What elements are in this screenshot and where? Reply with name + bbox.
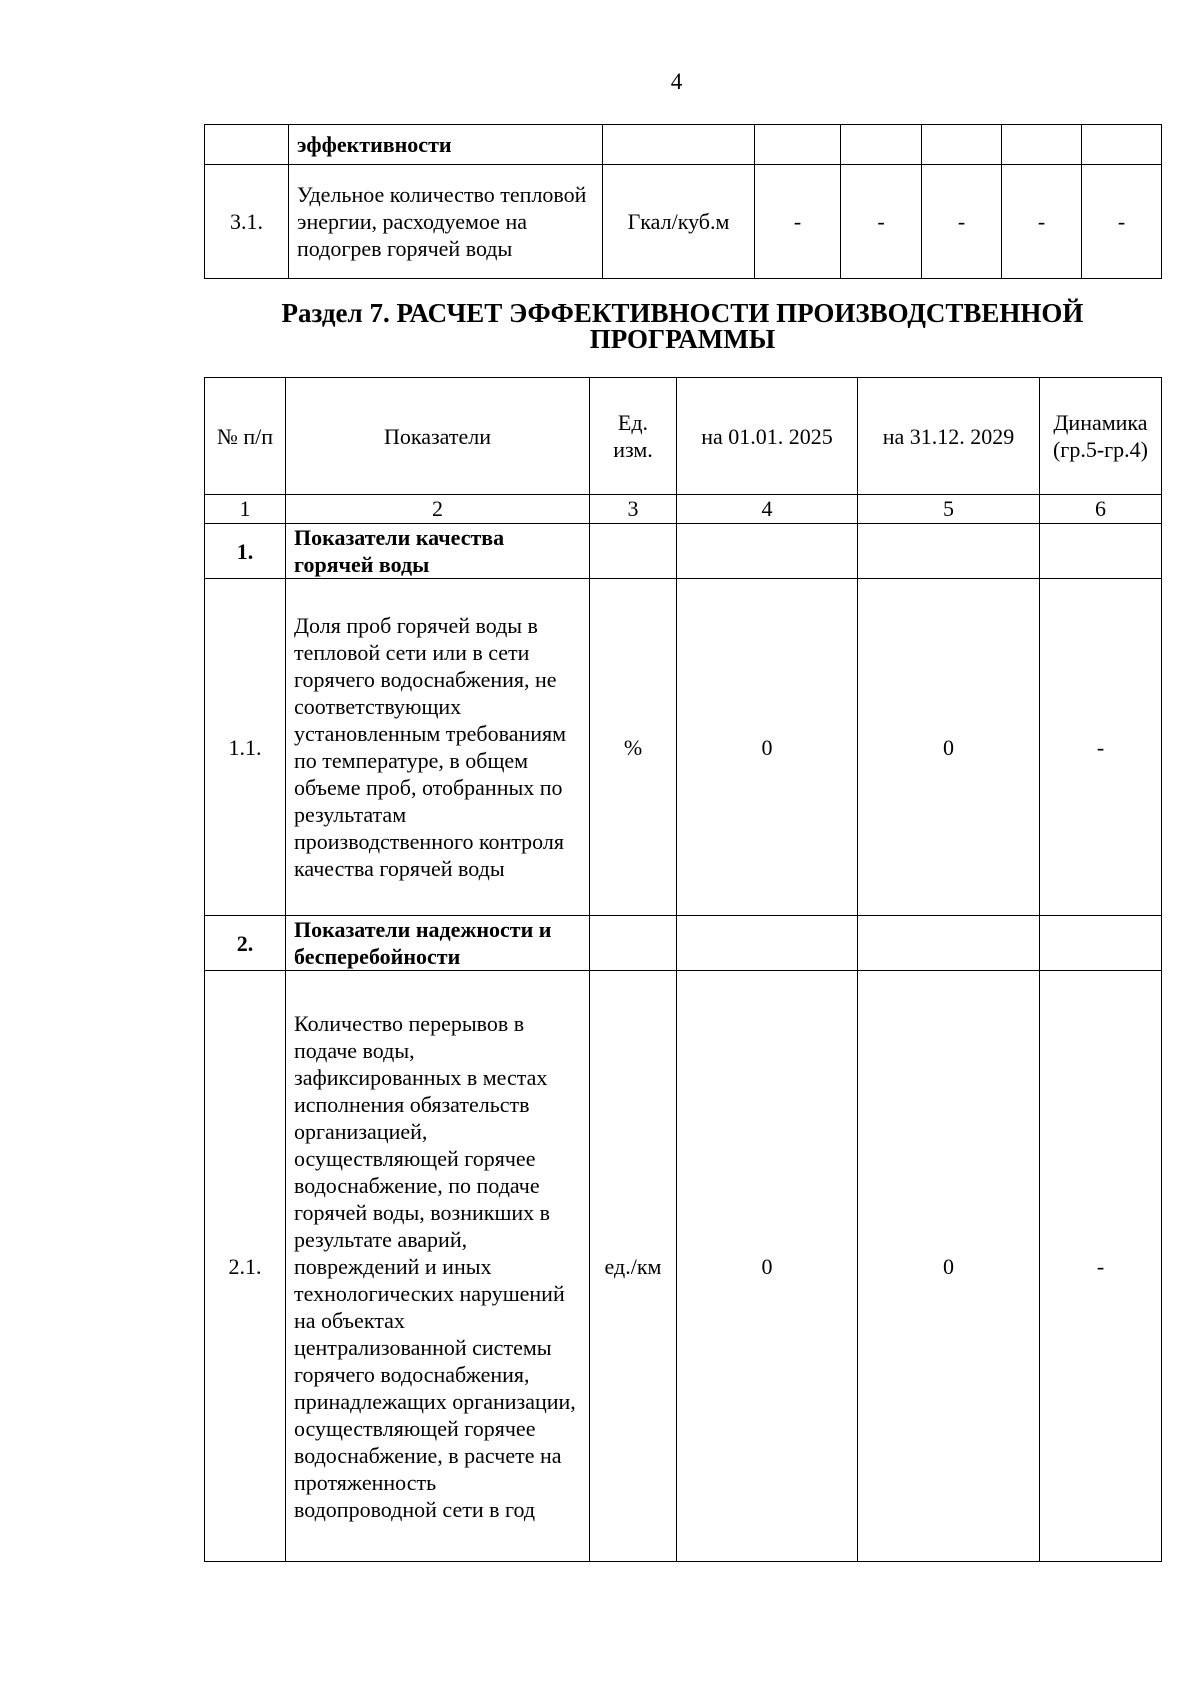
header-start: на 01.01. 2025: [677, 378, 858, 495]
section-title-line: Раздел 7. РАСЧЕТ ЭФФЕКТИВНОСТИ ПРОИЗВОДСТВЕННОЙ: [281, 298, 1084, 328]
value-cell: [858, 916, 1040, 971]
value-cell: [1040, 916, 1162, 971]
efficiency-table: [204, 377, 1162, 1562]
value-cell: -: [1002, 165, 1082, 279]
table-row: [205, 165, 1162, 279]
value-cell: [1040, 524, 1162, 579]
indicator-cell: Количество перерывов в подаче воды, зафиксированных в местах исполнения обязательств организацией, осуществляющей горячее водоснабжение, по подаче горячей воды, возникших в результате аварий, повреждений и иных технологических нарушений на объектах централизованной системы горячего водоснабжения, принадлежащих организации, осуществляющей горячее водоснабжение, в расчете на протяженность водопроводной сети в год: [286, 971, 590, 1562]
page-number: 4: [670, 69, 683, 94]
value-end-cell: 0: [858, 971, 1040, 1562]
column-number: 4: [677, 495, 858, 524]
section-heading-cell: Показатели надежности и бесперебойности: [286, 916, 590, 971]
table-row: [205, 971, 1162, 1562]
column-number: 3: [590, 495, 677, 524]
value-cell: -: [922, 165, 1002, 279]
indicators-table-continued: [204, 124, 1162, 279]
table-row: [205, 125, 1162, 165]
value-cell: [755, 125, 841, 165]
column-number: 5: [858, 495, 1040, 524]
row-number-cell: 1.: [205, 524, 286, 579]
column-number-row: [205, 495, 1162, 524]
value-cell: [677, 916, 858, 971]
unit-cell: Гкал/куб.м: [603, 165, 755, 279]
value-cell: [677, 524, 858, 579]
unit-cell: [603, 125, 755, 165]
value-cell: -: [841, 165, 922, 279]
table-header-row: [205, 378, 1162, 495]
row-number-cell: [205, 125, 289, 165]
section-title-line: ПРОГРАММЫ: [589, 324, 776, 354]
row-number-cell: 2.: [205, 916, 286, 971]
indicator-cell: Удельное количество тепловой энергии, расходуемое на подогрев горячей воды: [289, 165, 603, 279]
table-row: [205, 579, 1162, 916]
unit-cell: %: [590, 579, 677, 916]
value-cell: -: [755, 165, 841, 279]
value-start-cell: 0: [677, 971, 858, 1562]
unit-cell: [590, 524, 677, 579]
column-number: 6: [1040, 495, 1162, 524]
unit-cell: [590, 916, 677, 971]
header-unit: Ед. изм.: [590, 378, 677, 495]
value-cell: [858, 524, 1040, 579]
indicator-cell: эффективности: [289, 125, 603, 165]
header-end: на 31.12. 2029: [858, 378, 1040, 495]
row-number-cell: 1.1.: [205, 579, 286, 916]
column-number: 2: [286, 495, 590, 524]
unit-cell: ед./км: [590, 971, 677, 1562]
row-number-cell: 2.1.: [205, 971, 286, 1562]
value-cell: -: [1082, 165, 1162, 279]
header-indicator: Показатели: [286, 378, 590, 495]
value-start-cell: 0: [677, 579, 858, 916]
value-cell: [922, 125, 1002, 165]
column-number: 1: [205, 495, 286, 524]
header-num: № п/п: [205, 378, 286, 495]
section-title: [204, 300, 1161, 352]
section-heading-cell: Показатели качества горячей воды: [286, 524, 590, 579]
dynamics-cell: -: [1040, 971, 1162, 1562]
section-row: [205, 916, 1162, 971]
value-end-cell: 0: [858, 579, 1040, 916]
indicator-cell: Доля проб горячей воды в тепловой сети или в сети горячего водоснабжения, не соответствующих установленным требованиям по температуре, в общем объеме проб, отобранных по результатам производственного контроля качества горячей воды: [286, 579, 590, 916]
row-number-cell: 3.1.: [205, 165, 289, 279]
value-cell: [1082, 125, 1162, 165]
section-row: [205, 524, 1162, 579]
value-cell: [1002, 125, 1082, 165]
header-dynamics: Динамика (гр.5-гр.4): [1040, 378, 1162, 495]
value-cell: [841, 125, 922, 165]
dynamics-cell: -: [1040, 579, 1162, 916]
